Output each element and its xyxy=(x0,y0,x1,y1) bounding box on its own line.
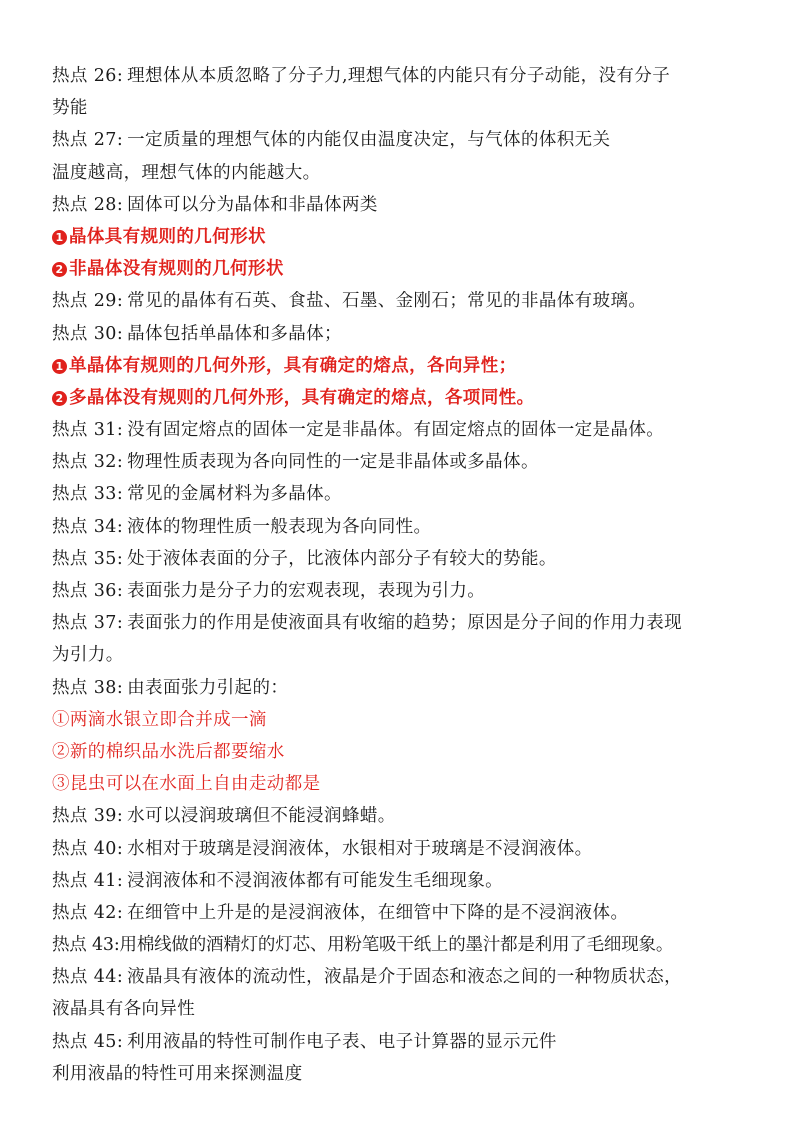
text-line xyxy=(52,575,764,607)
text-line xyxy=(52,92,764,124)
continuation-text: 液晶具有各向异性 xyxy=(52,999,196,1020)
highlight-text: 多晶体没有规则的几何外形，具有确定的熔点，各项同性。 xyxy=(69,387,535,408)
text-line xyxy=(52,961,764,993)
hotspot-text: 常见的金属材料为多晶体。 xyxy=(127,484,342,505)
hotspot-text: 液晶具有液体的流动性，液晶是介于固态和液态之间的一种物质状态， xyxy=(127,967,683,988)
text-line xyxy=(52,60,764,92)
text-line xyxy=(52,607,764,639)
hotspot-text: 常见的晶体有石英、食盐、石墨、金刚石；常见的非晶体有玻璃。 xyxy=(127,291,647,312)
hotspot-text: 水可以浸润玻璃但不能浸润蜂蜡。 xyxy=(127,806,396,827)
hotspot-text: 表面张力的作用是使液面具有收缩的趋势；原因是分子间的作用力表现 xyxy=(127,613,683,634)
hotspot-label: 热点 32: xyxy=(52,452,124,473)
hotspot-text: 浸润液体和不浸润液体都有可能发生毛细现象。 xyxy=(127,870,504,891)
hotspot-label: 热点 34: xyxy=(52,516,124,537)
text-line xyxy=(52,511,764,543)
hotspot-label: 热点 41: xyxy=(52,870,124,891)
hotspot-label: 热点 42: xyxy=(52,902,124,923)
hotspot-label: 热点 33: xyxy=(52,484,124,505)
hotspot-text: 一定质量的理想气体的内能仅由温度决定，与气体的体积无关 xyxy=(127,130,611,151)
number-badge: 1 xyxy=(52,230,67,245)
number-badge: 1 xyxy=(52,359,67,374)
hotspot-label: 热点 44: xyxy=(52,967,124,988)
highlight-line xyxy=(52,350,764,382)
example-line xyxy=(52,736,764,768)
highlight-text: 非晶体没有规则的几何形状 xyxy=(69,259,284,280)
number-badge: 2 xyxy=(52,391,67,406)
text-line xyxy=(52,124,764,156)
text-line xyxy=(52,157,764,189)
hotspot-text: 物理性质表现为各向同性的一定是非晶体或多晶体。 xyxy=(127,452,539,473)
text-line xyxy=(52,318,764,350)
hotspot-label: 热点 30: xyxy=(52,323,124,344)
hotspot-text: 表面张力是分子力的宏观表现，表现为引力。 xyxy=(127,581,486,601)
number-badge: 2 xyxy=(52,262,67,277)
text-line xyxy=(52,672,764,704)
text-line xyxy=(52,897,764,929)
hotspot-text: 用棉线做的酒精灯的灯芯、用粉笔吸干纸上的墨汁都是利用了毛细现象。 xyxy=(119,935,674,956)
text-line xyxy=(52,189,764,221)
example-line xyxy=(52,704,764,736)
text-line xyxy=(52,1058,764,1090)
hotspot-text: 没有固定熔点的固体一定是非晶体。有固定熔点的固体一定是晶体。 xyxy=(127,420,665,441)
hotspot-label: 热点 43: xyxy=(52,935,120,956)
hotspot-label: 热点 38: xyxy=(52,677,124,698)
hotspot-label: 热点 45: xyxy=(52,1031,124,1052)
hotspot-text: 由表面张力引起的： xyxy=(127,677,289,698)
continuation-text: 利用液晶的特性可用来探测温度 xyxy=(52,1063,303,1084)
example-text: ①两滴水银立即合并成一滴 xyxy=(52,709,267,730)
hotspot-label: 热点 37: xyxy=(52,613,124,634)
text-line xyxy=(52,285,764,317)
highlight-text: 单晶体有规则的几何外形，具有确定的熔点，各向异性； xyxy=(69,355,517,376)
text-line xyxy=(52,446,764,478)
hotspot-label: 热点 31: xyxy=(52,420,124,441)
continuation-text: 温度越高，理想气体的内能越大。 xyxy=(52,162,321,183)
hotspot-label: 热点 26: xyxy=(52,66,124,86)
example-text: ②新的棉织品水洗后都要缩水 xyxy=(52,741,285,762)
hotspot-text: 理想体从本质忽略了分子力,理想气体的内能只有分子动能，没有分子 xyxy=(127,66,671,86)
hotspot-label: 热点 29: xyxy=(52,291,124,312)
hotspot-label: 热点 39: xyxy=(52,806,124,827)
continuation-text: 为引力。 xyxy=(52,645,124,666)
example-text: ③昆虫可以在水面上自由走动都是 xyxy=(52,774,321,795)
text-line xyxy=(52,865,764,897)
document-page xyxy=(52,60,764,1090)
highlight-line xyxy=(52,382,764,414)
text-line xyxy=(52,414,764,446)
highlight-line xyxy=(52,221,764,253)
hotspot-label: 热点 35: xyxy=(52,548,124,569)
text-line xyxy=(52,478,764,510)
hotspot-label: 热点 36: xyxy=(52,581,124,601)
text-line xyxy=(52,833,764,865)
hotspot-text: 液体的物理性质一般表现为各向同性。 xyxy=(127,516,432,537)
highlight-line xyxy=(52,253,764,285)
hotspot-text: 水相对于玻璃是浸润液体，水银相对于玻璃是不浸润液体。 xyxy=(127,838,593,859)
text-line xyxy=(52,1026,764,1058)
text-line xyxy=(52,800,764,832)
text-line xyxy=(52,639,764,671)
hotspot-text: 固体可以分为晶体和非晶体两类 xyxy=(127,194,378,215)
continuation-text: 势能 xyxy=(52,98,88,119)
highlight-text: 晶体具有规则的几何形状 xyxy=(69,226,266,247)
hotspot-text: 利用液晶的特性可制作电子表、电子计算器的显示元件 xyxy=(127,1031,557,1052)
hotspot-text: 在细管中上升是的是浸润液体，在细管中下降的是不浸润液体。 xyxy=(127,902,629,923)
example-line xyxy=(52,768,764,800)
hotspot-text: 晶体包括单晶体和多晶体； xyxy=(127,323,342,344)
text-line xyxy=(52,993,764,1025)
text-line xyxy=(52,543,764,575)
hotspot-text: 处于液体表面的分子，比液体内部分子有较大的势能。 xyxy=(127,548,557,569)
hotspot-label: 热点 28: xyxy=(52,194,124,215)
hotspot-label: 热点 27: xyxy=(52,130,124,151)
text-line xyxy=(52,929,764,961)
hotspot-label: 热点 40: xyxy=(52,838,124,859)
